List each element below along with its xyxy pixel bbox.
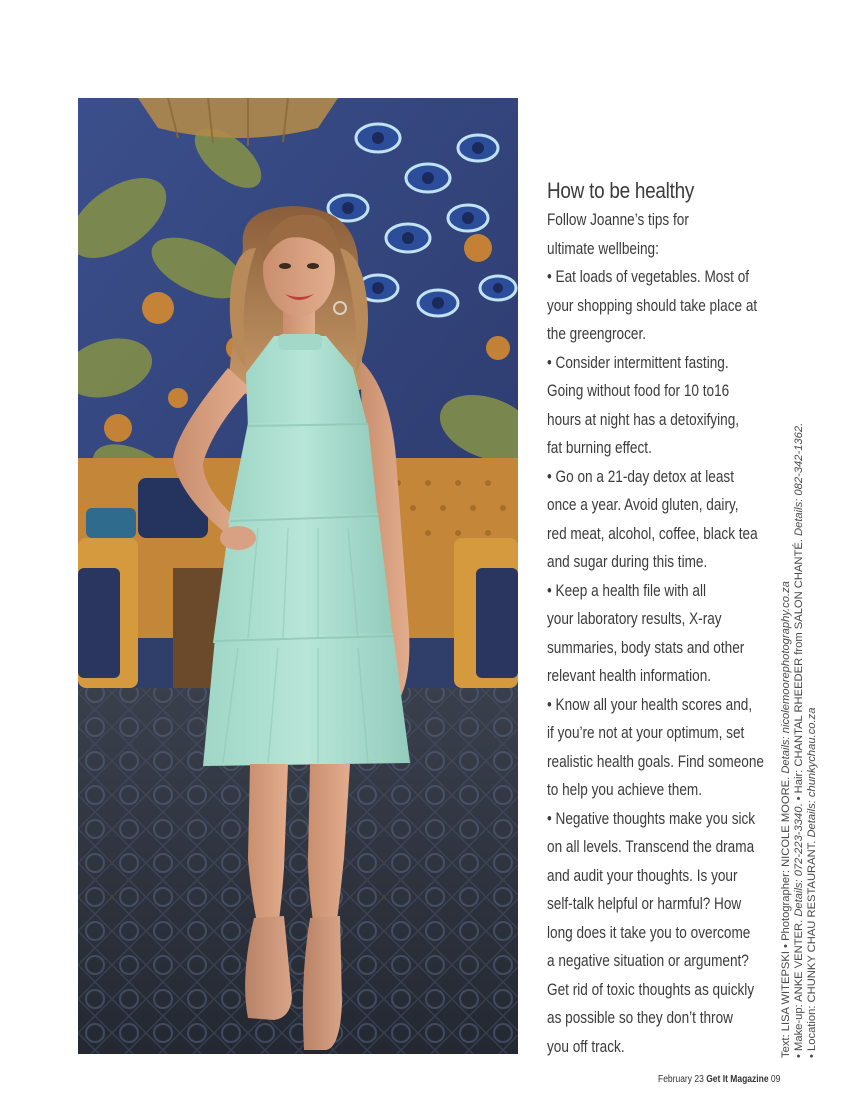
body-line: • Eat loads of vegetables. Most of [547, 267, 750, 286]
body-line: • Keep a health file with all [547, 580, 706, 600]
credit-line-makeup-hair [793, 358, 806, 1058]
article-column [547, 176, 777, 1061]
body-line: if you’re not at your optimum, set [547, 723, 745, 742]
credit-makeup: • Make-up: ANKE VENTER. [793, 919, 805, 1058]
body-line: Follow Joanne’s tips for [547, 210, 689, 229]
footer-magazine-name: Get It Magazine [706, 1074, 769, 1085]
body-line: summaries, body stats and other [547, 637, 745, 657]
body-line: as possible so they don’t throw [547, 1008, 733, 1027]
body-line: • Negative thoughts make you sick [547, 808, 756, 828]
photo-credits [780, 358, 819, 1058]
credit-text-photographer: Text: LISA WITEPSKI • Photographer: NICOLE MOORE. [780, 776, 792, 1058]
body-line: on all levels. Transcend the drama [547, 837, 755, 856]
credit-hair-details: Details: 082-342-1362. [793, 422, 805, 540]
woman-in-mint-dress-illustration [78, 98, 518, 1054]
body-line: and audit your thoughts. Is your [547, 865, 738, 885]
body-line: Going without food for 10 to16 [547, 381, 730, 400]
credit-location-details: Details: chunkychau.co.za [806, 707, 818, 841]
body-line: • Go on a 21-day detox at least [547, 466, 734, 486]
credit-photographer-details: Details: nicolemoorephotography.co.za [780, 581, 792, 777]
article-body [547, 206, 777, 1061]
body-line: your shopping should take place at [547, 295, 758, 315]
body-line: self-talk helpful or harmful? How [547, 894, 742, 913]
credit-line-photographer [780, 358, 793, 1058]
body-line: fat burning effect. [547, 438, 652, 457]
footer-date: February 23 [658, 1074, 704, 1085]
body-line: a negative situation or argument? [547, 951, 749, 970]
body-line: realistic health goals. Find someone [547, 751, 764, 771]
body-line: your laboratory results, X-ray [547, 609, 722, 628]
article-title: How to be healthy [547, 178, 695, 203]
body-line: • Know all your health scores and, [547, 694, 753, 714]
page-footer [658, 1074, 780, 1085]
body-line: the greengrocer. [547, 324, 647, 343]
body-line: • Consider intermittent fasting. [547, 352, 729, 372]
body-line: once a year. Avoid gluten, dairy, [547, 495, 739, 514]
body-line: hours at night has a detoxifying, [547, 409, 740, 429]
feature-photo [78, 98, 518, 1054]
body-line: you off track. [547, 1036, 625, 1056]
credit-hair: . • Hair: CHANTAL RHEEDER from SALON CHANTÉ. [793, 539, 805, 807]
credit-location: • Location: CHUNKY CHAU RESTAURANT. [806, 840, 818, 1058]
body-line: red meat, alcohol, coffee, black tea [547, 523, 758, 543]
body-line: ultimate wellbeing: [547, 238, 659, 258]
credit-makeup-details: Details: 072-223-3340 [793, 806, 805, 920]
footer-page-number: 09 [770, 1074, 781, 1085]
body-line: long does it take you to overcome [547, 922, 751, 942]
body-line: Get rid of toxic thoughts as quickly [547, 979, 755, 999]
credit-line-location [806, 358, 819, 1058]
body-line: and sugar during this time. [547, 552, 708, 571]
body-line: to help you achieve them. [547, 780, 702, 799]
body-line: relevant health information. [547, 666, 712, 685]
